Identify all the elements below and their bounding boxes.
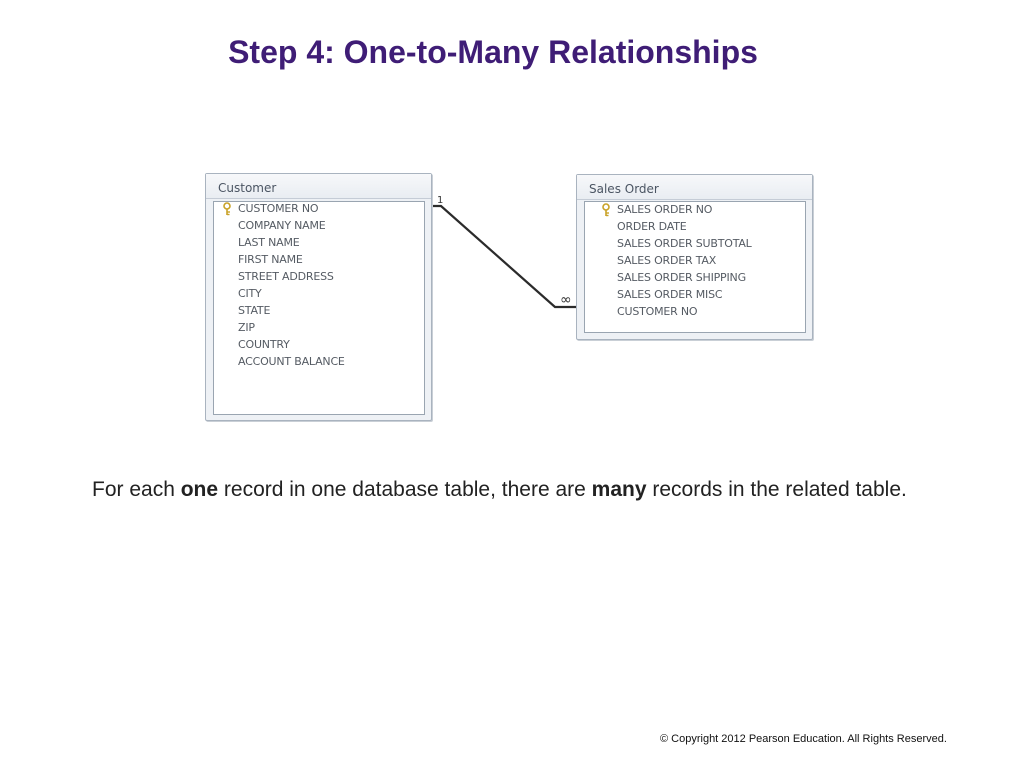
field-first-name[interactable]: FIRST NAME	[238, 253, 303, 266]
field-account-balance[interactable]: ACCOUNT BALANCE	[238, 355, 345, 368]
sales-order-table-box[interactable]	[576, 174, 813, 340]
caption-part: record in one database table, there are	[218, 478, 592, 501]
one-cardinality-label: 1	[437, 195, 444, 206]
customer-table-box[interactable]	[205, 173, 432, 421]
field-customer-no[interactable]: CUSTOMER NO	[238, 202, 319, 215]
field-order-date[interactable]: ORDER DATE	[617, 220, 687, 233]
field-company-name[interactable]: COMPANY NAME	[238, 219, 326, 232]
sales-order-table-title: Sales Order	[577, 175, 812, 200]
field-state[interactable]: STATE	[238, 304, 271, 317]
field-sales-order-tax[interactable]: SALES ORDER TAX	[617, 254, 717, 267]
caption-text	[92, 476, 972, 504]
caption-emphasis-many: many	[591, 478, 647, 501]
caption-part: records in the related table.	[646, 478, 907, 501]
field-sales-order-no[interactable]: SALES ORDER NO	[617, 203, 713, 216]
primary-key-icon	[221, 202, 233, 216]
field-city[interactable]: CITY	[238, 287, 262, 300]
field-country[interactable]: COUNTRY	[238, 338, 290, 351]
field-sales-order-subtotal[interactable]: SALES ORDER SUBTOTAL	[617, 237, 752, 250]
caption-part: For each	[92, 478, 181, 501]
field-street-address[interactable]: STREET ADDRESS	[238, 270, 334, 283]
field-sales-order-misc[interactable]: SALES ORDER MISC	[617, 288, 723, 301]
customer-table-title: Customer	[206, 174, 431, 199]
field-last-name[interactable]: LAST NAME	[238, 236, 300, 249]
relationship-line	[431, 206, 577, 307]
field-zip[interactable]: ZIP	[238, 321, 255, 334]
slide-title: Step 4: One-to-Many Relationships	[228, 34, 758, 70]
copyright-notice: © Copyright 2012 Pearson Education. All Rights Reserved.	[660, 733, 947, 745]
primary-key-icon	[600, 203, 612, 217]
field-customer-no-foreign-key[interactable]: CUSTOMER NO	[617, 305, 698, 318]
many-cardinality-label: ∞	[560, 292, 572, 308]
field-sales-order-shipping[interactable]: SALES ORDER SHIPPING	[617, 271, 746, 284]
caption-emphasis-one: one	[180, 478, 219, 501]
